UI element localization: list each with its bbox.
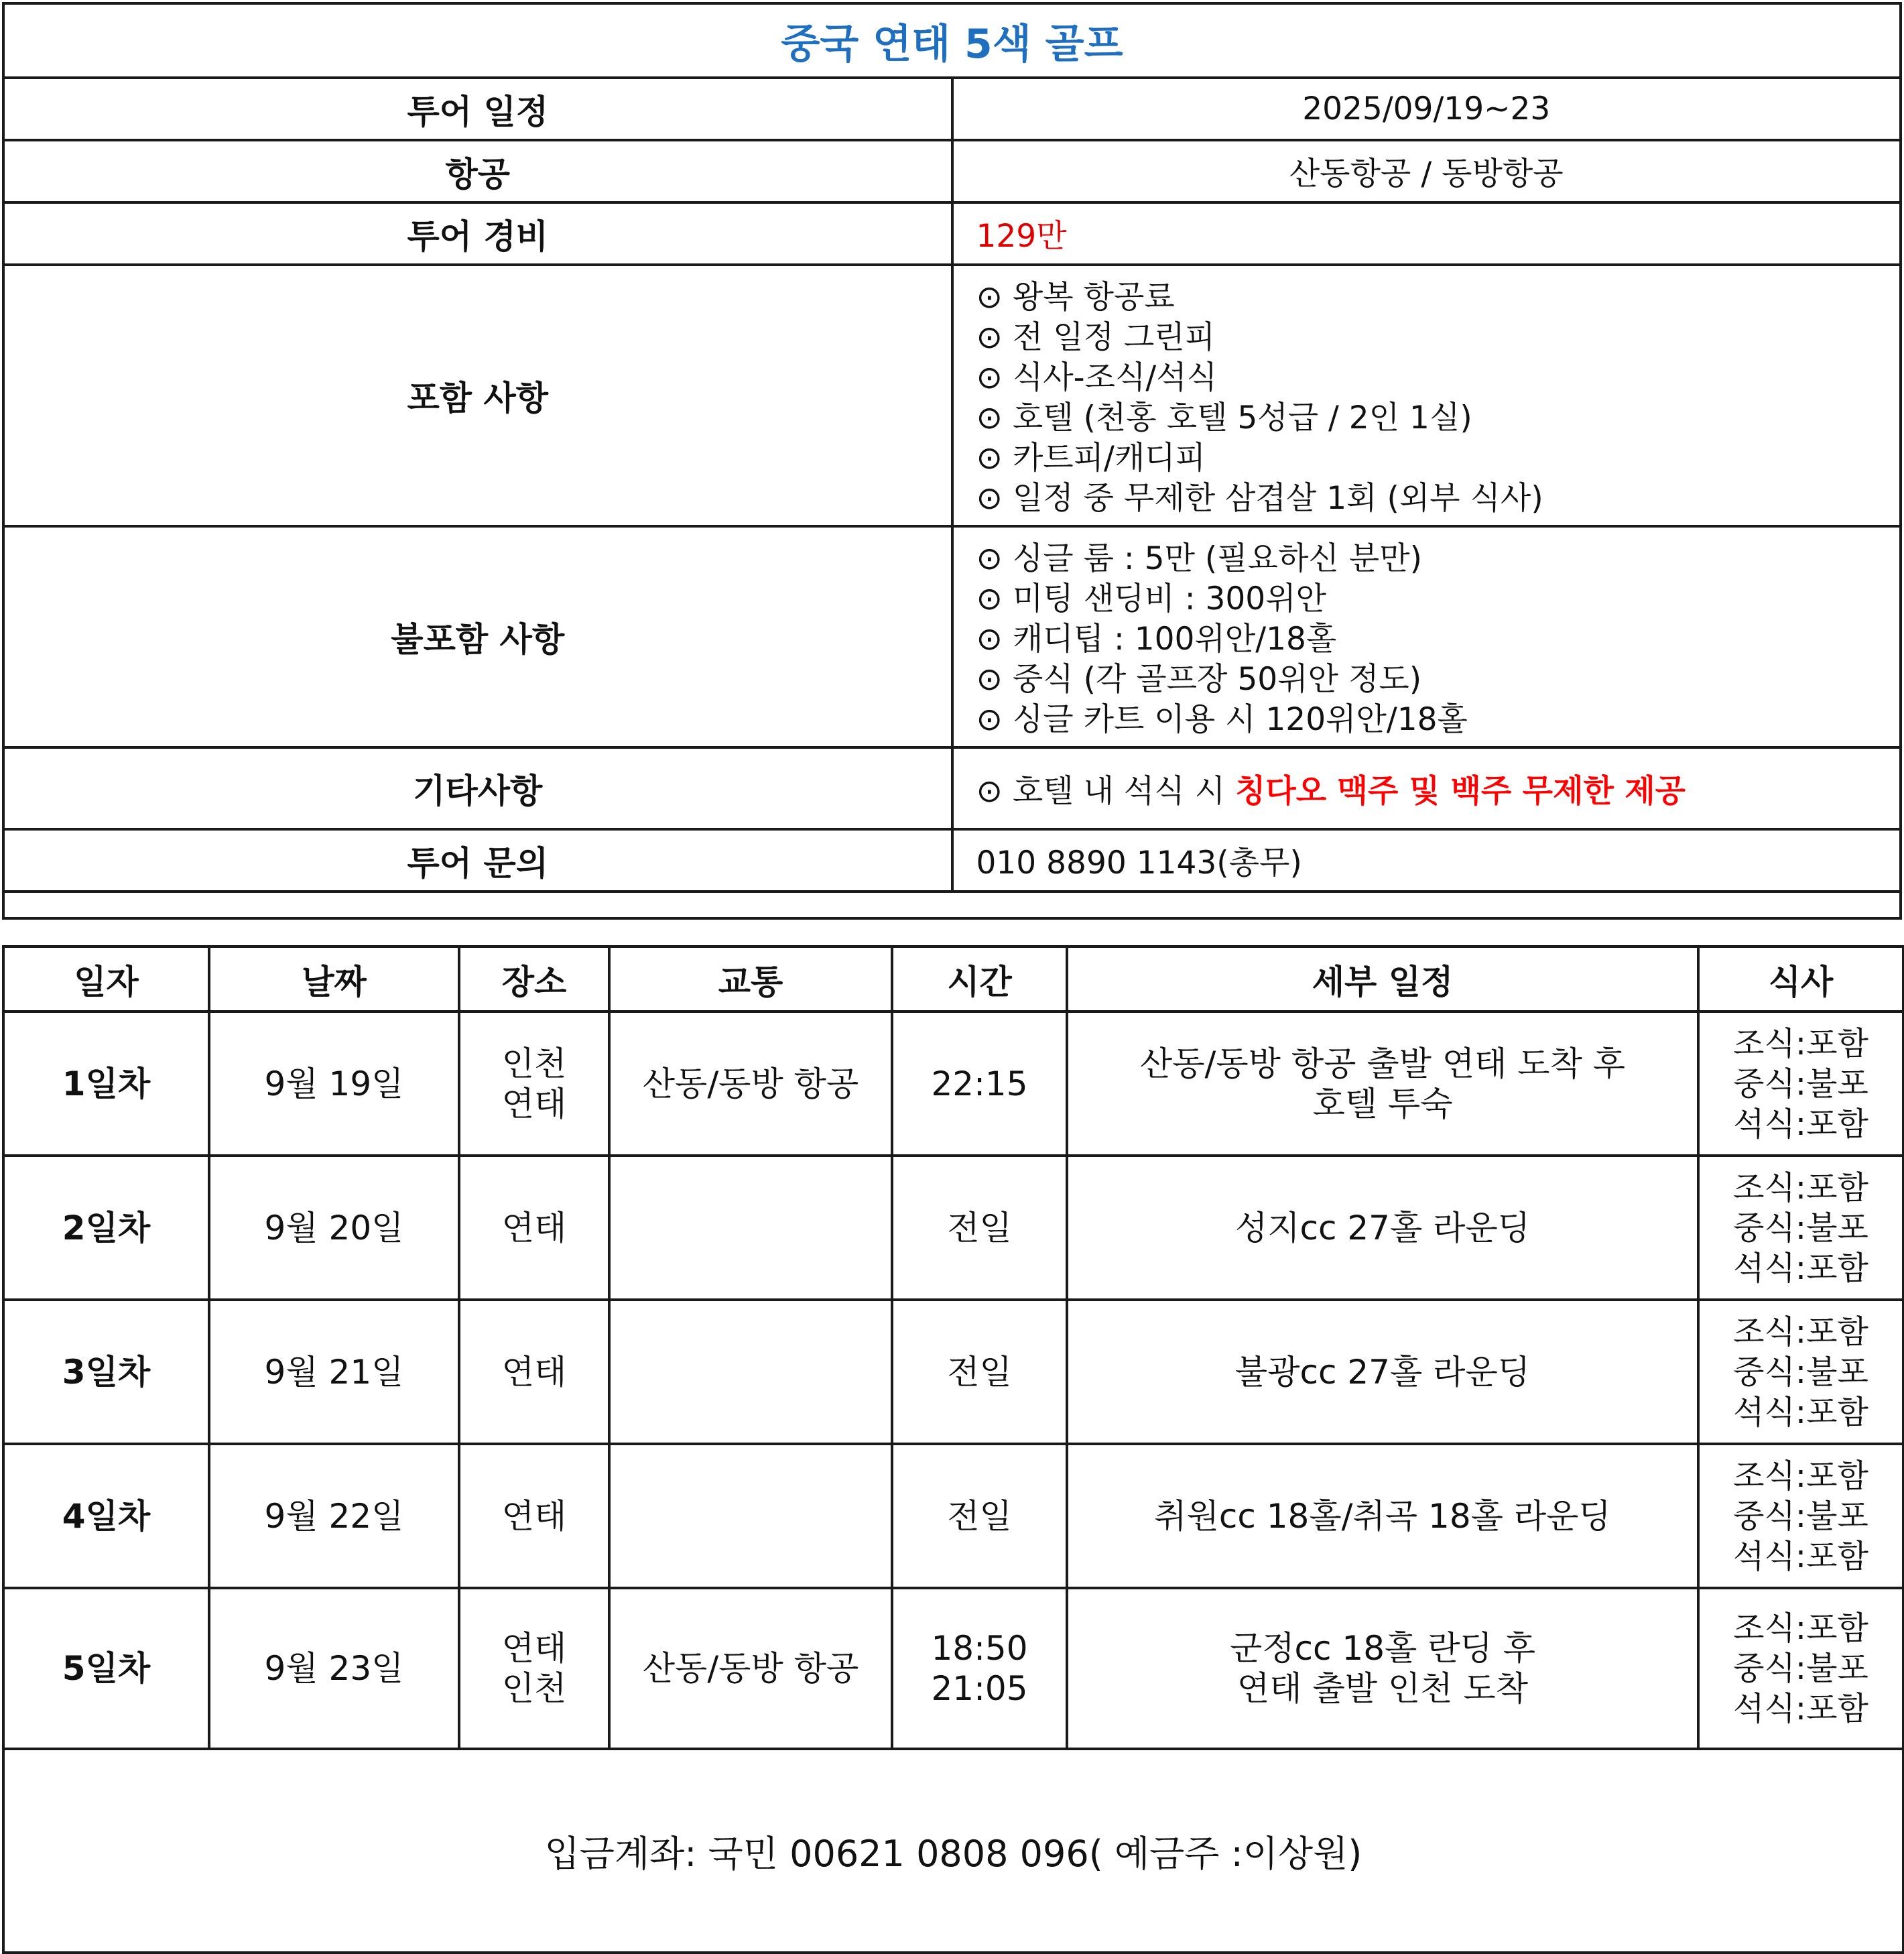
transport-cell (609, 1300, 892, 1444)
included-item: ⊙ 일정 중 무제한 삼겹살 1회 (외부 식사) (976, 480, 1543, 517)
detail-line: 호텔 투숙 (1312, 1084, 1453, 1123)
time-cell (892, 1588, 1067, 1749)
day-label: 2일차 (3, 1156, 209, 1300)
included-item: ⊙ 호텔 (천홍 호텔 5성급 / 2인 1실) (976, 400, 1472, 436)
meal-line: 석식:포함 (1733, 1537, 1868, 1575)
header-meals: 식사 (1698, 947, 1903, 1012)
excluded-item: ⊙ 미팅 샌딩비 : 300위안 (976, 581, 1326, 617)
meals-cell (1698, 1300, 1903, 1444)
airline-label: 항공 (3, 140, 952, 202)
header-day: 일자 (3, 947, 209, 1012)
cost-label: 투어 경비 (3, 202, 952, 265)
day-label: 3일차 (3, 1300, 209, 1444)
meal-line: 석식:포함 (1733, 1105, 1868, 1143)
day-label: 1일차 (3, 1012, 209, 1156)
info-row-contact (3, 829, 1901, 892)
included-item: ⊙ 카트피/캐디피 (976, 440, 1206, 477)
meal-line: 중식:불포 (1733, 1353, 1868, 1391)
table-row (3, 1444, 1903, 1588)
contact-label: 투어 문의 (3, 829, 952, 892)
excluded-item: ⊙ 싱글 룸 : 5만 (필요하신 분만) (976, 540, 1422, 577)
info-row-included (3, 265, 1901, 526)
date-cell: 9월 22일 (209, 1444, 459, 1588)
time-cell (892, 1300, 1067, 1444)
other-value (952, 747, 1901, 829)
table-row (3, 1588, 1903, 1749)
schedule-table (2, 945, 1904, 1954)
place-line: 연태 (501, 1496, 567, 1536)
excluded-item: ⊙ 싱글 카트 이용 시 120위안/18홀 (976, 701, 1468, 738)
place-cell (459, 1156, 609, 1300)
schedule-header-row (3, 947, 1903, 1012)
header-date: 날짜 (209, 947, 459, 1012)
meal-line: 조식:포함 (1733, 1312, 1868, 1351)
header-detail: 세부 일정 (1067, 947, 1698, 1012)
table-row (3, 1012, 1903, 1156)
detail-cell (1067, 1300, 1698, 1444)
transport-cell: 산동/동방 항공 (609, 1012, 892, 1156)
detail-cell (1067, 1012, 1698, 1156)
excluded-item: ⊙ 캐디팁 : 100위안/18홀 (976, 621, 1337, 658)
info-row-airline (3, 140, 1901, 202)
meal-line: 조식:포함 (1733, 1609, 1868, 1647)
detail-cell (1067, 1156, 1698, 1300)
detail-cell (1067, 1444, 1698, 1588)
other-highlight: 칭다오 맥주 및 백주 무제한 제공 (1235, 772, 1686, 810)
time-line: 전일 (947, 1496, 1012, 1536)
info-row-cost (3, 202, 1901, 265)
place-cell (459, 1012, 609, 1156)
place-line: 연태 (501, 1208, 567, 1247)
meals-cell (1698, 1588, 1903, 1749)
detail-line: 불광cc 27홀 라운딩 (1234, 1352, 1531, 1392)
time-line: 18:50 (931, 1629, 1028, 1668)
place-line: 연태 (501, 1352, 567, 1392)
excluded-label: 불포함 사항 (3, 526, 952, 747)
included-item: ⊙ 식사-조식/석식 (976, 359, 1218, 396)
place-line: 인천 (501, 1044, 567, 1083)
meal-line: 중식:불포 (1733, 1209, 1868, 1247)
table-row (3, 1300, 1903, 1444)
spacer-cell (3, 892, 1901, 918)
other-prefix: ⊙ 호텔 내 석식 시 (976, 772, 1235, 810)
table-row (3, 1156, 1903, 1300)
meal-line: 석식:포함 (1733, 1690, 1868, 1727)
cost-value: 129만 (952, 202, 1901, 265)
excluded-list (952, 526, 1901, 747)
contact-value: 010 8890 1143(총무) (952, 829, 1901, 892)
time-cell (892, 1156, 1067, 1300)
other-label: 기타사항 (3, 747, 952, 829)
included-label: 포함 사항 (3, 265, 952, 526)
time-line: 22:15 (931, 1064, 1028, 1103)
meals-cell (1698, 1012, 1903, 1156)
time-line: 전일 (947, 1352, 1012, 1392)
place-cell (459, 1588, 609, 1749)
meals-cell (1698, 1156, 1903, 1300)
page-title: 중국 연태 5색 골프 (3, 3, 1901, 78)
transport-cell (609, 1444, 892, 1588)
bank-account-note: 입금계좌: 국민 00621 0808 096( 예금주 :이상원) (3, 1749, 1903, 1953)
included-item: ⊙ 전 일정 그린피 (976, 319, 1216, 356)
time-line: 전일 (947, 1208, 1012, 1247)
place-line: 인천 (501, 1669, 567, 1708)
detail-cell (1067, 1588, 1698, 1749)
date-cell: 9월 21일 (209, 1300, 459, 1444)
meal-line: 석식:포함 (1733, 1393, 1868, 1431)
excluded-item: ⊙ 중식 (각 골프장 50위안 정도) (976, 661, 1422, 698)
place-line: 연태 (501, 1629, 567, 1668)
included-list (952, 265, 1901, 526)
spacer-row (3, 892, 1901, 918)
transport-cell: 산동/동방 항공 (609, 1588, 892, 1749)
header-time: 시간 (892, 947, 1067, 1012)
meal-line: 조식:포함 (1733, 1024, 1868, 1062)
day-label: 4일차 (3, 1444, 209, 1588)
schedule-value: 2025/09/19~23 (952, 78, 1901, 140)
meal-line: 중식:불포 (1733, 1064, 1868, 1103)
header-place: 장소 (459, 947, 609, 1012)
transport-cell (609, 1156, 892, 1300)
meal-line: 중식:불포 (1733, 1497, 1868, 1535)
footer-row (3, 1749, 1903, 1953)
detail-line: 연태 출발 인천 도착 (1236, 1669, 1529, 1708)
time-cell (892, 1012, 1067, 1156)
place-line: 연태 (501, 1084, 567, 1123)
detail-line: 성지cc 27홀 라운딩 (1234, 1208, 1531, 1247)
meal-line: 조식:포함 (1733, 1168, 1868, 1207)
schedule-label: 투어 일정 (3, 78, 952, 140)
date-cell: 9월 23일 (209, 1588, 459, 1749)
meals-cell (1698, 1444, 1903, 1588)
meal-line: 중식:불포 (1733, 1650, 1868, 1687)
airline-value: 산동항공 / 동방항공 (952, 140, 1901, 202)
header-transport: 교통 (609, 947, 892, 1012)
info-row-schedule (3, 78, 1901, 140)
detail-line: 군정cc 18홀 란딩 후 (1229, 1629, 1536, 1668)
date-cell: 9월 19일 (209, 1012, 459, 1156)
meal-line: 석식:포함 (1733, 1249, 1868, 1287)
detail-line: 취원cc 18홀/취곡 18홀 라운딩 (1154, 1496, 1611, 1536)
place-cell (459, 1300, 609, 1444)
day-label: 5일차 (3, 1588, 209, 1749)
info-row-excluded (3, 526, 1901, 747)
place-cell (459, 1444, 609, 1588)
info-row-other (3, 747, 1901, 829)
included-item: ⊙ 왕복 항공료 (976, 279, 1175, 316)
date-cell: 9월 20일 (209, 1156, 459, 1300)
time-line: 21:05 (931, 1669, 1028, 1708)
meal-line: 조식:포함 (1733, 1457, 1868, 1495)
time-cell (892, 1444, 1067, 1588)
detail-line: 산동/동방 항공 출발 연태 도착 후 (1139, 1044, 1626, 1083)
tour-info-table (2, 2, 1902, 920)
